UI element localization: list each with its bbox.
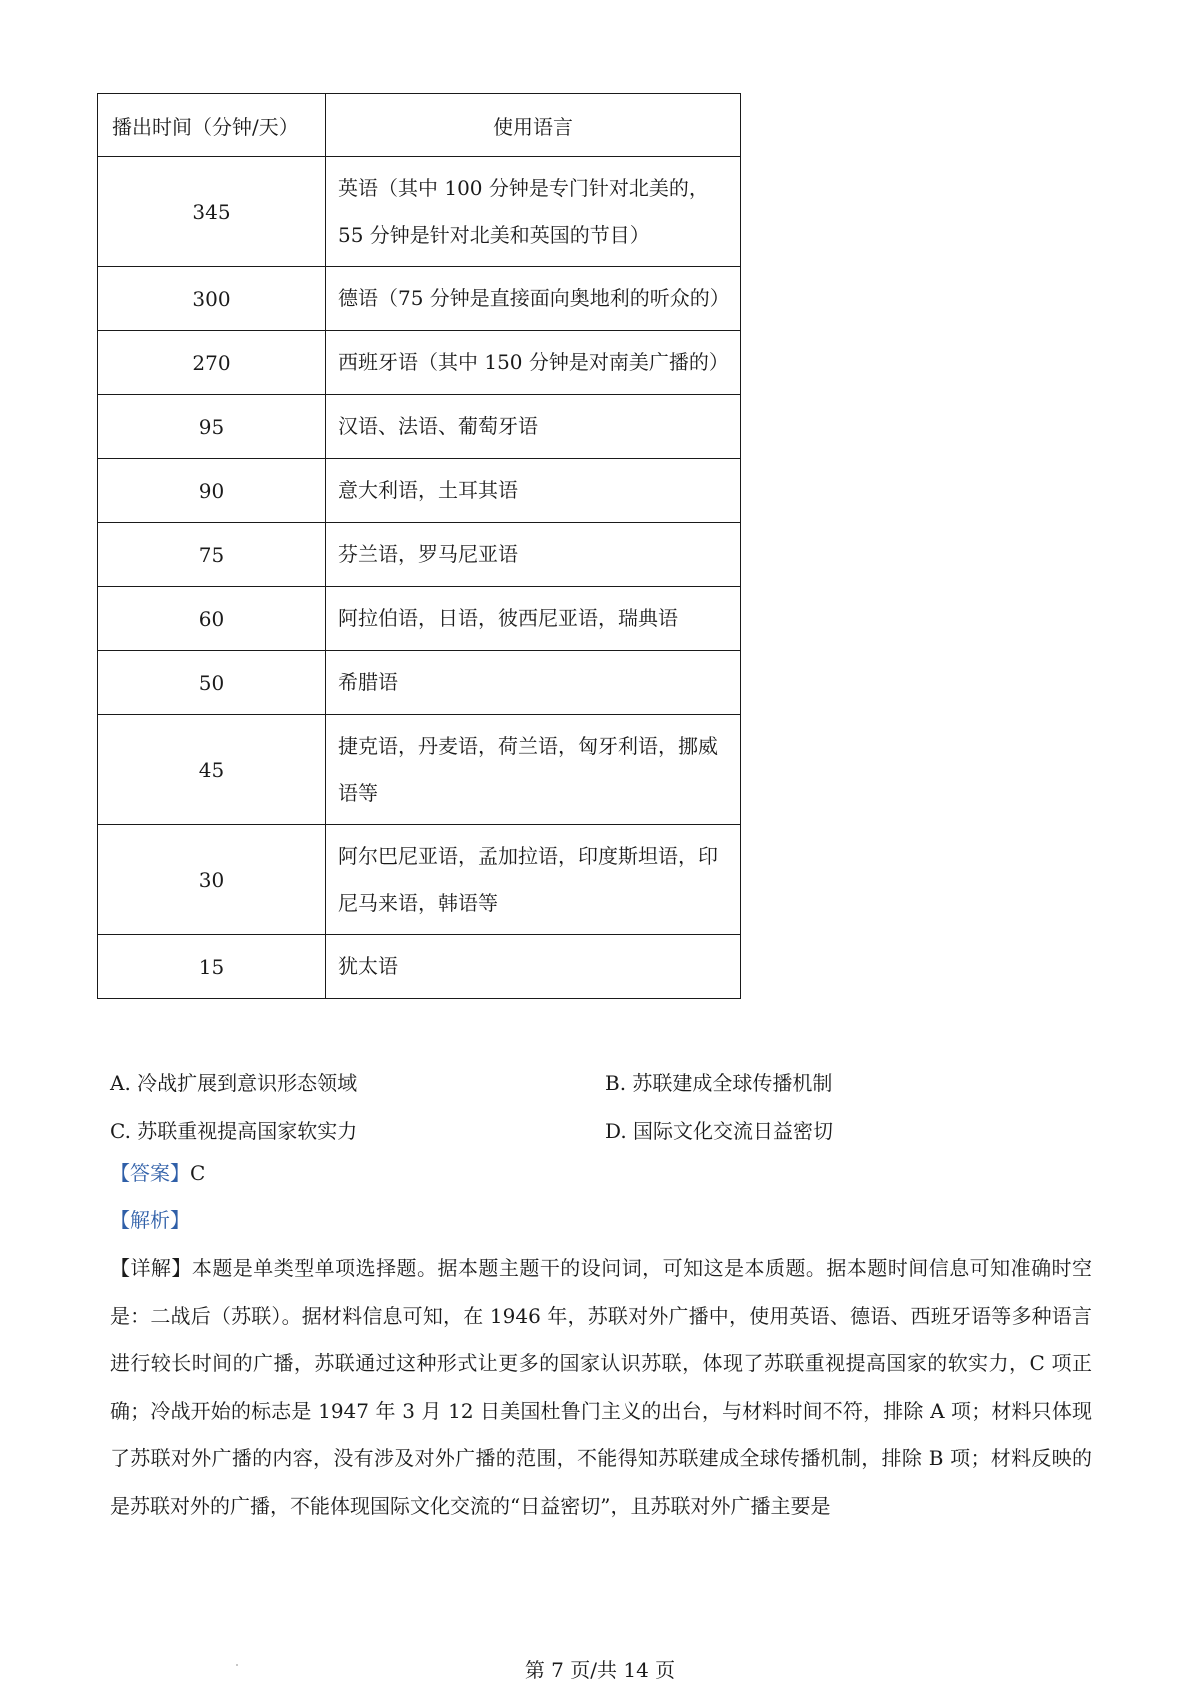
header-language: 使用语言 — [326, 94, 741, 157]
broadcast-table — [97, 93, 741, 999]
cell-languages: 汉语、法语、葡萄牙语 — [326, 395, 741, 459]
answer-block — [110, 1150, 1100, 1244]
option-a: A. 冷战扩展到意识形态领域 — [110, 1070, 358, 1095]
answer-value: C — [190, 1161, 206, 1185]
table-row — [98, 157, 741, 267]
detail-paragraph — [110, 1245, 1092, 1530]
table-row — [98, 331, 741, 395]
table-row — [98, 715, 741, 825]
options-row-1 — [110, 1057, 1110, 1105]
cell-languages: 阿尔巴尼亚语，孟加拉语，印度斯坦语，印尼马来语，韩语等 — [326, 825, 741, 935]
header-time: 播出时间（分钟/天） — [98, 94, 326, 157]
cell-languages: 希腊语 — [326, 651, 741, 715]
cell-minutes: 45 — [98, 715, 326, 825]
table-row — [98, 935, 741, 999]
cell-languages: 德语（75 分钟是直接面向奥地利的听众的） — [326, 267, 741, 331]
cell-minutes: 345 — [98, 157, 326, 267]
table-row — [98, 267, 741, 331]
detail-text: 本题是单类型单项选择题。据本题主题干的设问词，可知这是本质题。据本题时间信息可知准确时空是：二战后（苏联）。据材料信息可知，在 1946 年，苏联对外广播中，使用英语、德语、西班牙语等多种语言进行较长时间的广播，苏联通过这种形式让更多的国家认识苏联，体现了苏联重视提高国家的软实力，C 项正确；冷战开始的标志是 1947 年 3 月 12 日美国杜鲁门主义的出台，与材料时间不符，排除 A 项；材料只体现了苏联对外广播的内容，没有涉及对外广播的范围，不能得知苏联建成全球传播机制，排除 B 项；材料反映的是苏联对外的广播，不能体现国际文化交流的“日益密切”，且苏联对外广播主要是 — [110, 1256, 1093, 1518]
cell-minutes: 60 — [98, 587, 326, 651]
cell-minutes: 90 — [98, 459, 326, 523]
cell-minutes: 75 — [98, 523, 326, 587]
cell-minutes: 270 — [98, 331, 326, 395]
detail-label: 【详解】 — [110, 1256, 192, 1280]
answer-line — [110, 1150, 1100, 1197]
cell-languages: 犹太语 — [326, 935, 741, 999]
cell-minutes: 300 — [98, 267, 326, 331]
table-row — [98, 587, 741, 651]
option-c: C. 苏联重视提高国家软实力 — [110, 1118, 358, 1143]
table-row — [98, 459, 741, 523]
table-row — [98, 825, 741, 935]
analysis-line — [110, 1197, 1100, 1244]
table-row — [98, 651, 741, 715]
cell-languages: 捷克语，丹麦语，荷兰语，匈牙利语，挪威语等 — [326, 715, 741, 825]
cell-languages: 西班牙语（其中 150 分钟是对南美广播的） — [326, 331, 741, 395]
cell-languages: 芬兰语，罗马尼亚语 — [326, 523, 741, 587]
cell-minutes: 95 — [98, 395, 326, 459]
cell-minutes: 15 — [98, 935, 326, 999]
cell-languages: 意大利语，土耳其语 — [326, 459, 741, 523]
cell-languages: 英语（其中 100 分钟是专门针对北美的，55 分钟是针对北美和英国的节目） — [326, 157, 741, 267]
cell-minutes: 30 — [98, 825, 326, 935]
options-row-2 — [110, 1105, 1110, 1153]
answer-options — [110, 1057, 1110, 1153]
option-b: B. 苏联建成全球传播机制 — [605, 1070, 833, 1095]
page-footer: 第 7 页/共 14 页 — [524, 1658, 676, 1682]
table-row — [98, 523, 741, 587]
cell-languages: 阿拉伯语，日语，彼西尼亚语，瑞典语 — [326, 587, 741, 651]
table-row — [98, 395, 741, 459]
cell-minutes: 50 — [98, 651, 326, 715]
option-d: D. 国际文化交流日益密切 — [605, 1118, 834, 1143]
analysis-label: 【解析】 — [110, 1208, 190, 1232]
table-header-row — [98, 94, 741, 157]
answer-label: 【答案】 — [110, 1161, 190, 1185]
